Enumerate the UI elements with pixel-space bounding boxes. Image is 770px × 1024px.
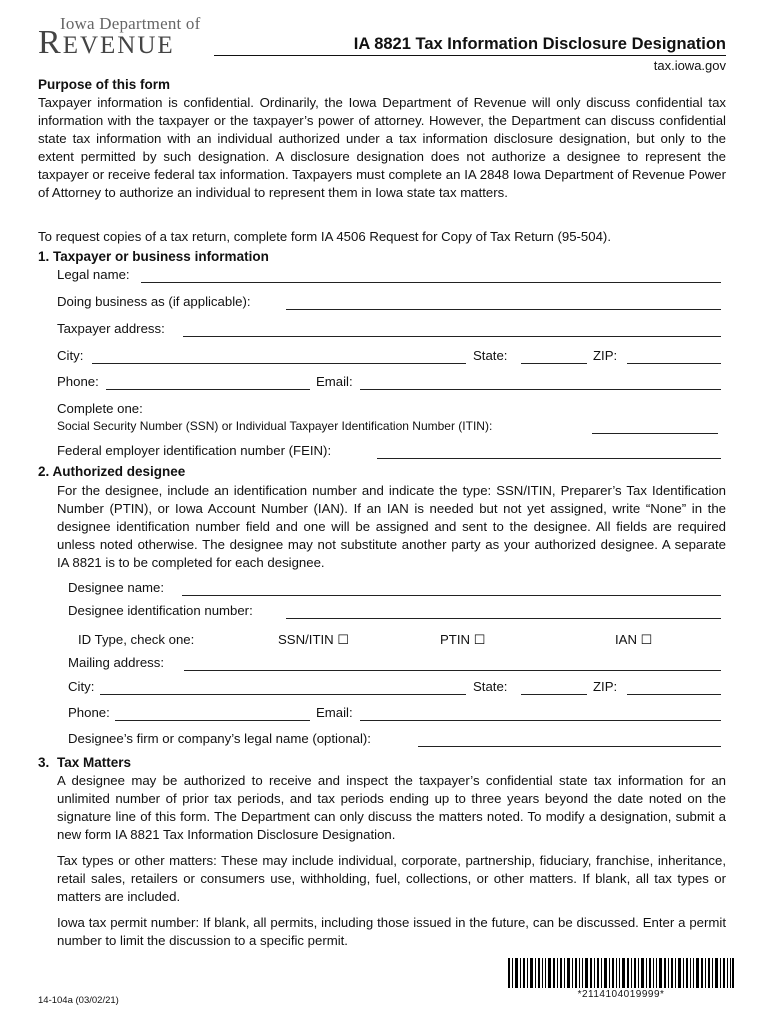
complete-one-label: Complete one: — [57, 401, 143, 416]
designee-zip-field[interactable] — [627, 694, 721, 695]
taxpayer-address-field[interactable] — [183, 336, 721, 337]
email-field[interactable] — [360, 389, 721, 390]
barcode — [508, 958, 734, 988]
legal-name-label: Legal name: — [57, 267, 130, 282]
fein-field[interactable] — [377, 458, 721, 459]
section2-body: For the designee, include an identification number and indicate the type: SSN/ITIN, Preparer’s Tax Identification Number (PTIN), or Iowa Account Number (IAN). If an IAN is needed but not yet assigned, write “None” in the designee identification number field and one will be assigned and sent to the designee. All fields are required unless noted otherwise. The designee may not substitute another party as your authorized designee. A separate IA 8821 is to be completed for each designee. — [57, 483, 726, 570]
designee-city-label: City: — [68, 679, 95, 694]
taxpayer-address-label: Taxpayer address: — [57, 321, 165, 336]
barcode-number: *2114104019999* — [577, 989, 665, 1000]
id-type-label: ID Type, check one: — [78, 632, 195, 647]
zip-field[interactable] — [627, 363, 721, 364]
form-code: 14-104a (03/02/21) — [38, 995, 119, 1006]
logo-initial: R — [38, 24, 63, 61]
ssn-itin-label: Social Security Number (SSN) or Individual Taxpayer Identification Number (ITIN): — [57, 419, 493, 433]
state-field[interactable] — [521, 363, 587, 364]
purpose-heading: Purpose of this form — [38, 77, 171, 92]
section3-body-1: A designee may be authorized to receive and inspect the taxpayer’s confidential state tax information for an unlimited number of prior tax periods, and tax periods ending up to three years beyond the date noted on the signature line of this form. The Department can only discuss the matters noted. To modify a designation, submit a new form IA 8821 Tax Information Disclosure Designation. — [57, 773, 726, 842]
phone-label: Phone: — [57, 374, 99, 389]
designee-name-field[interactable] — [182, 595, 721, 596]
logo-rest: EVENUE — [62, 32, 175, 59]
section2-heading: 2. Authorized designee — [38, 464, 186, 479]
designee-phone-field[interactable] — [115, 720, 310, 721]
designee-name-label: Designee name: — [68, 580, 165, 595]
mailing-address-field[interactable] — [184, 670, 721, 671]
ssn-itin-checkbox[interactable]: SSN/ITIN ☐ — [278, 632, 350, 647]
state-label: State: — [473, 348, 508, 363]
form-title: IA 8821 Tax Information Disclosure Designation — [353, 35, 726, 53]
designee-email-label: Email: — [316, 705, 353, 720]
dba-label: Doing business as (if applicable): — [57, 294, 251, 309]
designee-zip-label: ZIP: — [593, 679, 618, 694]
section3-heading: Tax Matters — [57, 755, 132, 770]
legal-name-field[interactable] — [141, 282, 721, 283]
fein-label: Federal employer identification number (FEIN): — [57, 443, 332, 458]
ian-checkbox[interactable]: IAN ☐ — [615, 632, 653, 647]
firm-name-field[interactable] — [418, 746, 721, 747]
designee-city-field[interactable] — [100, 694, 466, 695]
city-label: City: — [57, 348, 84, 363]
designee-email-field[interactable] — [360, 720, 721, 721]
designee-id-label: Designee identification number: — [68, 603, 253, 618]
designee-phone-label: Phone: — [68, 705, 110, 720]
designee-state-label: State: — [473, 679, 508, 694]
website: tax.iowa.gov — [653, 58, 726, 73]
dba-field[interactable] — [286, 309, 721, 310]
ssn-itin-field[interactable] — [592, 433, 718, 434]
section3-number: 3. — [38, 755, 50, 770]
designee-id-field[interactable] — [286, 618, 721, 619]
email-label: Email: — [316, 374, 353, 389]
purpose-body: Taxpayer information is confidential. Ordinarily, the Iowa Department of Revenue will only discuss confidential tax information with the taxpayer or the taxpayer’s power of attorney. However, the Department can discuss confidential state tax information with an individual authorized under a tax information disclosure designation, but only to the extent permitted by such designation. A disclosure designation does not authorize a designee to represent the taxpayer or receive federal tax information. Taxpayers must complete an IA 2848 Iowa Department of Revenue Power of Attorney to authorize an individual to represent them in Iowa state tax matters. — [38, 95, 726, 200]
zip-label: ZIP: — [593, 348, 618, 363]
city-field[interactable] — [92, 363, 466, 364]
logo-revenue — [38, 26, 175, 63]
section3-body-2: Tax types or other matters: These may include individual, corporate, partnership, fiduciary, franchise, inheritance, retail sales, retailers or consumers use, withholding, fuel, collections, or other matters. If blank, all tax types or matters are included. — [57, 853, 726, 904]
phone-field[interactable] — [106, 389, 310, 390]
firm-name-label: Designee’s firm or company’s legal name (optional): — [68, 731, 371, 746]
section3-body-3: Iowa tax permit number: If blank, all permits, including those issued in the future, can be discussed. Enter a permit number to limit the discussion to a specific permit. — [57, 915, 726, 948]
section1-heading: 1. Taxpayer or business information — [38, 249, 269, 264]
mailing-address-label: Mailing address: — [68, 655, 165, 670]
designee-state-field[interactable] — [521, 694, 587, 695]
logo-agency-name: Iowa Department of — [60, 14, 201, 33]
title-underline — [214, 55, 726, 56]
ptin-checkbox[interactable]: PTIN ☐ — [440, 632, 486, 647]
copies-note: To request copies of a tax return, complete form IA 4506 Request for Copy of Tax Return (95-504). — [38, 229, 611, 244]
